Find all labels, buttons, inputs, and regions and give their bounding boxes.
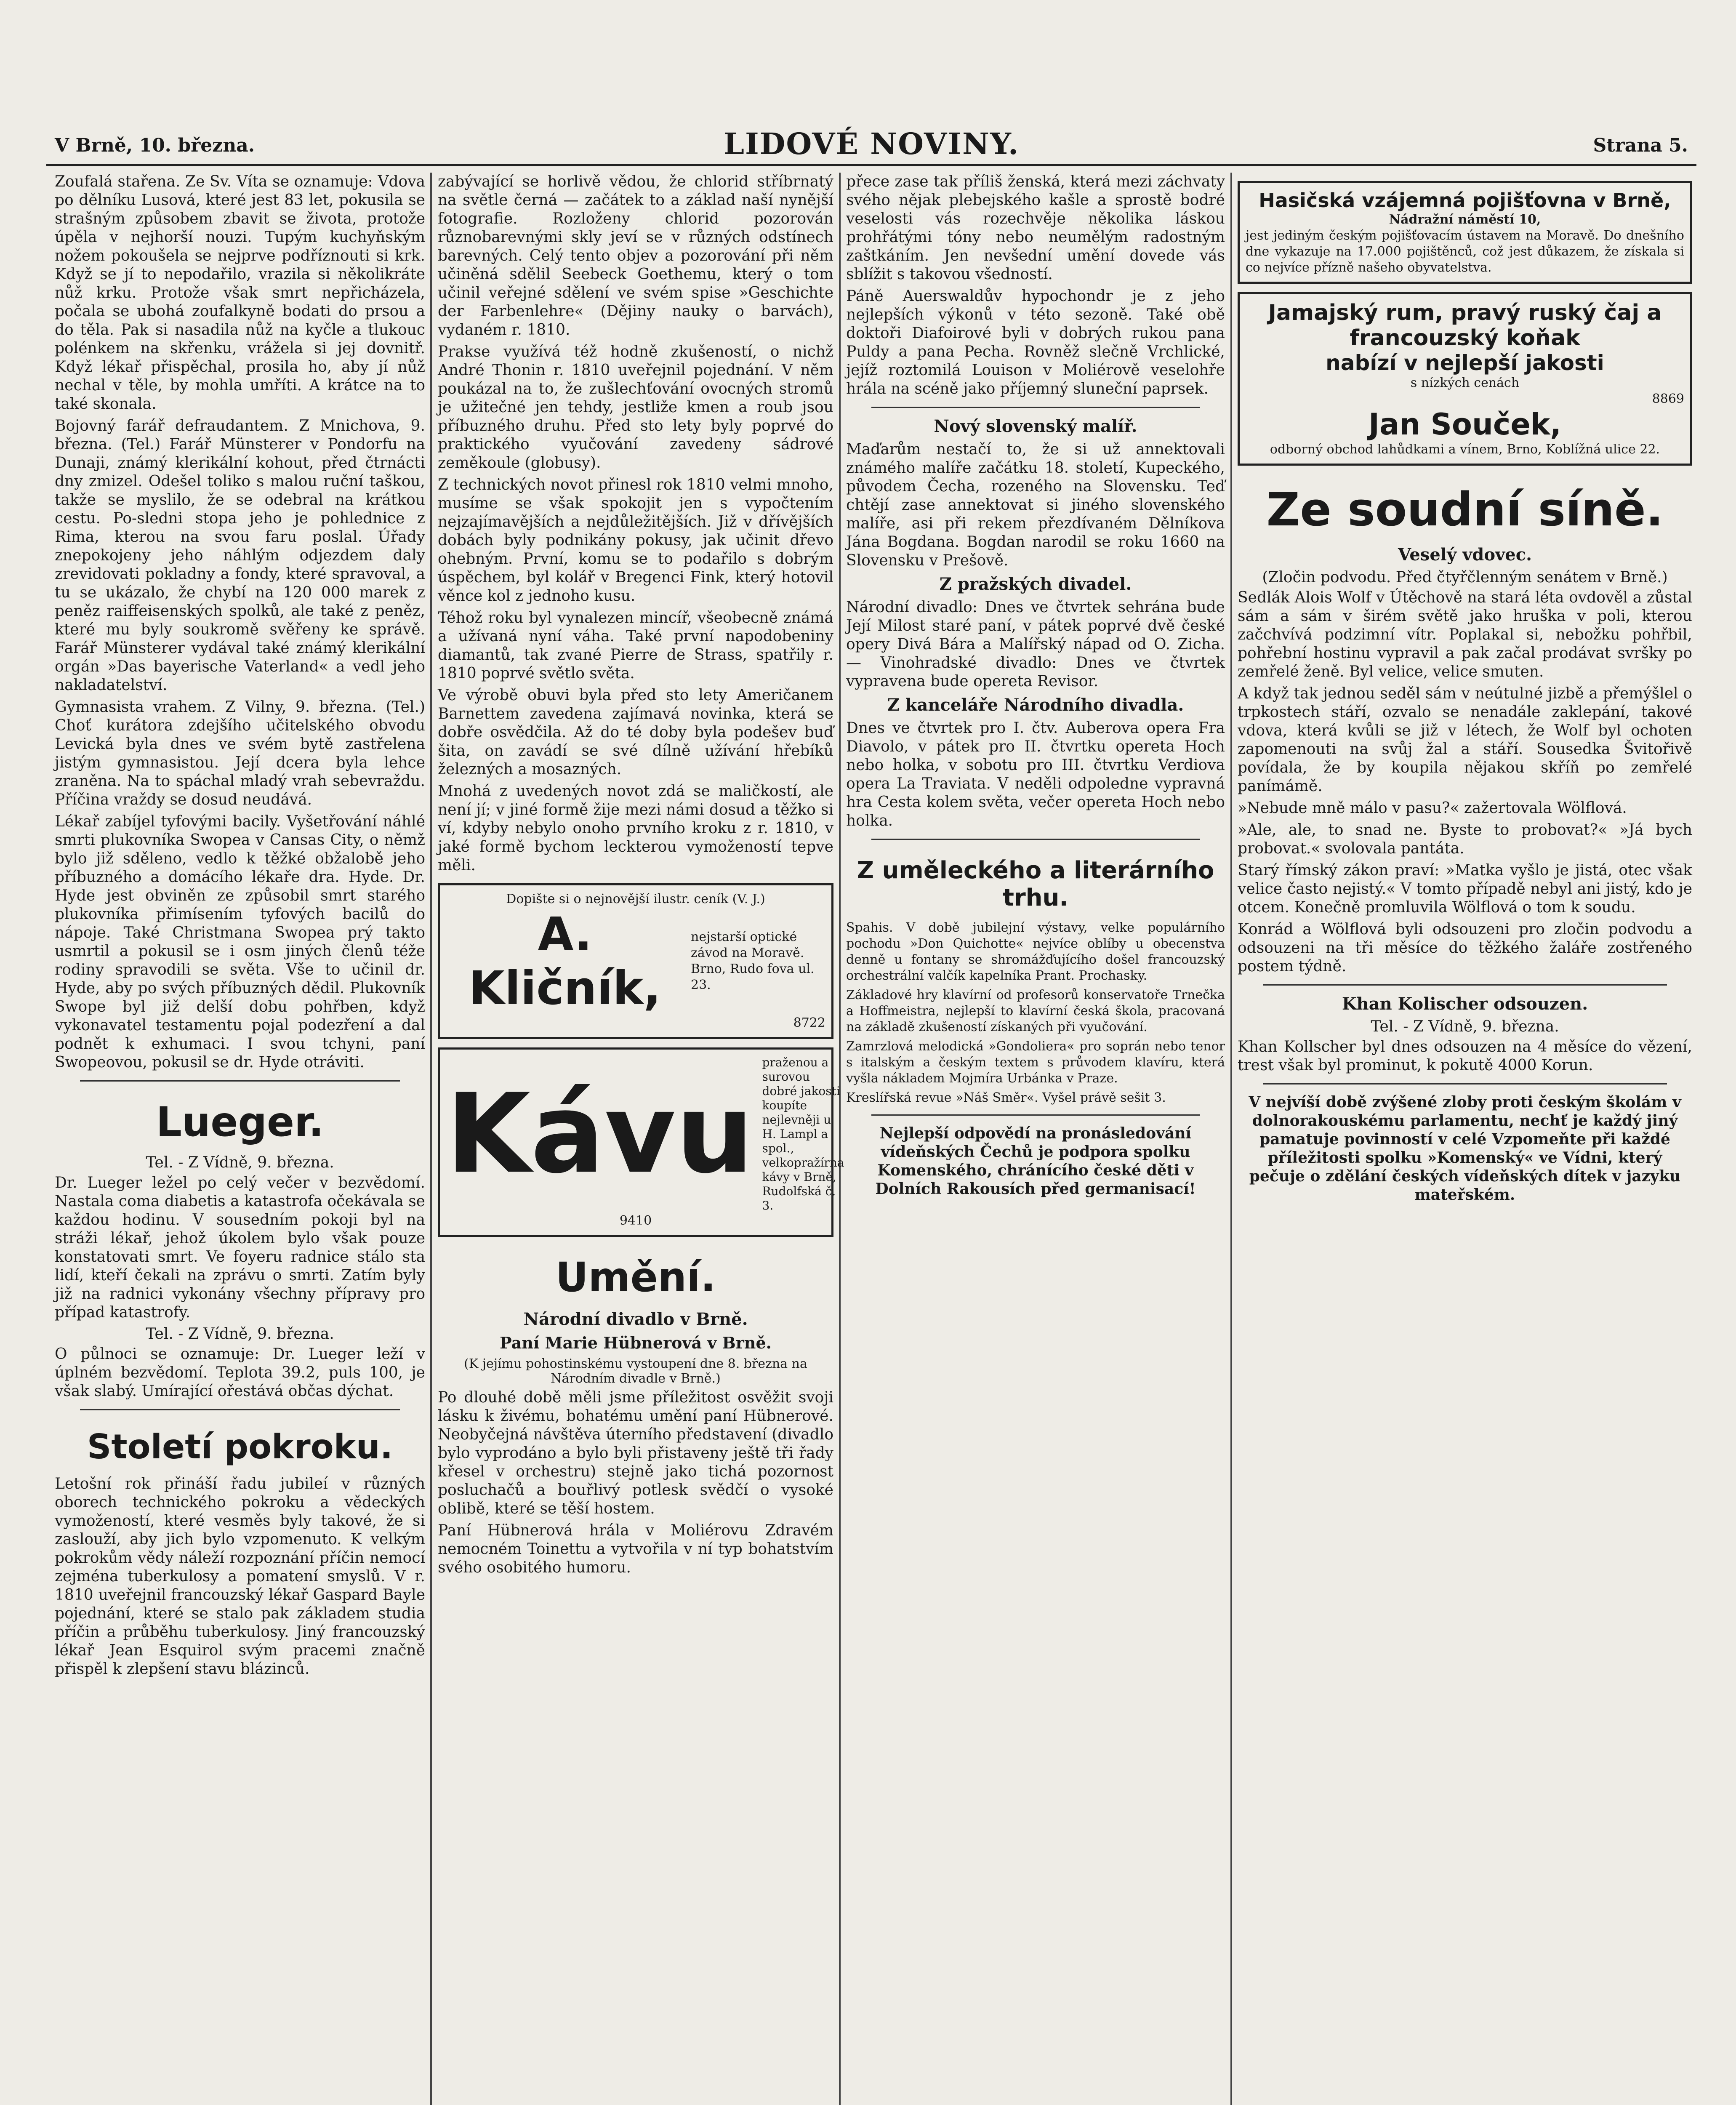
prazska-divadla-heading: Z pražských divadel.: [939, 574, 1132, 594]
kolischer-heading: Khan Kolischer odsouzen.: [1342, 994, 1588, 1014]
divider: [1263, 1083, 1667, 1084]
divider: [1263, 984, 1667, 986]
stoleti-continued-6: Mnohá z uvedených novot zdá se maličkostí, ale není jí; v jiné formě žije mezi námi dosud a těžko si ví, kdyby nebylo onoho prvního kroku z r. 1810, v jaké formě bychom leckterou vymožeností tepve měli.: [438, 783, 833, 874]
umeni-note: (K jejímu pohostinskému vystoupení dne 8. března na Národním divadle v Brně.): [464, 1356, 807, 1386]
umeni-subheading: Národní divadlo v Brně.: [523, 1309, 748, 1329]
column-3: [846, 173, 1225, 2105]
umeni-paragraph-1: Po dlouhé době měli jsme příležitost osvěžit svoji lásku k živému, bohatému umění paní Hübnerové. Neobyčejná návštěva úterního představení (divadlo bylo vyprodáno a bylo byli přistaveny ještě tři řady křesel v orchestru) stejně jako tichá pozornost posluchačů a bouřlivý potlesk svědčí o vysoké oblibě, které se těší hostem.: [438, 1389, 833, 1517]
advertisement-klicnik: [438, 883, 833, 1039]
prazska-divadla-paragraph: Národní divadlo: Dnes ve čtvrtek sehrána bude Její Milost staré paní, v pátek poprvé dvě české opery Divá Bára a Malířský nápad od O. Zicha. — Vinohradské divadlo: Dnes ve čtvrtek vypravena bude opereta Revisor.: [846, 599, 1225, 690]
ad-rum-price: s nízkých cenách: [1410, 376, 1520, 390]
stoleti-continued-4: Téhož roku byl vynalezen mincíř, všeobecně známá a užívaná nyní váha. Také první napodobeniny diamantů, tak zvané Pierre de Strass, spatřily r. 1810 poprvé světlo světa.: [438, 609, 833, 682]
ad-klicnik-name: A. Kličník,: [469, 907, 661, 1015]
lueger-paragraph-1: Dr. Lueger ležel po celý večer v bezvědomí. Nastala coma diabetis a katastrofa očekávala se každou hodinu. V sousedním pokoji byl na stráži lékař, jehož úkolem bylo však pouze konstatovati smrt. Ve foyeru radnice stálo sta lidí, kteří čekali na zprávu o smrti. Zatím byly již na radnici vykonány všechny přípravy pro případ katastrofy.: [55, 1174, 425, 1321]
article-zoufala-starena: Zoufalá stařena. Ze Sv. Víta se oznamuje: Vdova po dělníku Lusová, které jest 83 let, pokusila se strašným způsobem zbavit se života, protože úpěla v nejhorší nouzi. Tupým kuchyňským nožem pokoušela se nejprve podříznouti si krk. Když se jí to nepodařilo, vrazila si několikráte nůž krku. Protože však smrt nepřicházela, počala se ubohá zoufalkyně bodati do prsou a do těla. Pak si nasadila nůž na kyčle a tlukouc polénkem na skřenku, vrážela si jej dovnitř. Když lékař přispěchal, prosila ho, aby jí nůž nechal v těle, by mohla umříti. A krátce na to také skonala.: [55, 173, 425, 413]
umelecky-trh-paragraph-1: Spahis. V době jubilejní výstavy, velke populárního pochodu »Don Quichotte« nejvíce oblíby u obecenstva denně u fontany se shromážďujícího došel francouzský orchestrální valčík kapelníka Prant. Prochasky.: [846, 920, 1225, 983]
page-number: Strana 5.: [1593, 135, 1688, 156]
ad-kavu-word: Kávu: [446, 1071, 754, 1198]
ad-rum-address: odborný obchod lahůdkami a vínem, Brno, Koblížná ulice 22.: [1270, 442, 1660, 457]
column-1: [55, 173, 425, 2105]
ad-pojistovna-text: jest jediným českým pojišťovacím ústavem na Moravě. Do dnešního dne vykazuje na 17.000 pojištěnců, což jest důkazem, že získala si co nejvíce přízně našeho obyvatelstva.: [1246, 228, 1684, 275]
divider: [80, 1080, 400, 1082]
kancelar-paragraph: Dnes ve čtvrtek pro I. čtv. Auberova opera Fra Diavolo, v pátek pro II. čtvrtku opereta Hoch nebo holka, v sobotu pro III. čtvrtku Verdiova opera La Traviata. V neděli odpoledne vypravná hra Cesta kolem světa, večer opereta Hoch nebo holka.: [846, 719, 1225, 829]
divider: [871, 407, 1200, 408]
umelecky-trh-heading: Z uměleckého a literárního trhu.: [857, 857, 1214, 911]
issue-date: V Brně, 10. března.: [55, 135, 255, 156]
ad-pojistovna-title: Hasičská vzájemná pojišťovna v Brně,: [1259, 189, 1671, 212]
kancelar-heading: Z kanceláře Národního divadla.: [887, 695, 1184, 715]
advertisement-rum: [1238, 292, 1692, 466]
komensky-appeal: V nejvíší době zvýšené zloby proti českým školám v dolnorakouskému parlamentu, nechť je každý jiný pamatuje povinností v celé Vzpomeňte při každé příležitosti spolku »Komenský« ve Vídni, který pečuje o zdělání českých vídeňských dítek v jazyku mateřském.: [1249, 1093, 1681, 1204]
lueger-paragraph-2: O půlnoci se oznamuje: Dr. Lueger leží v úplném bezvědomí. Teplota 39.2, puls 100, je však slabý. Umírající ořestává občas dýchat.: [55, 1346, 425, 1400]
lueger-dateline-1: Tel. - Z Vídně, 9. března.: [146, 1154, 334, 1171]
divider: [871, 1114, 1200, 1116]
stoleti-continued-1: zabývající se horlivě vědou, že chlorid stříbrnatý na světle černá — začátek to a základ naší nynější fotografie. Rozloženy chlorid pozorován různobarevnými skly jeví se v různých odstínech barevných. Celý tento objev a pozorování při něm učiněná sdělil Seebeck Goethemu, který o tom učinil veřejné sdělení ve svém spise »Geschichte der Farbenlehre« (Dějiny nauky o barvách), vydaném r. 1810.: [438, 173, 833, 338]
ad-rum-number: 8869: [1652, 392, 1684, 406]
article-gymnasista: Gymnasista vrahem. Z Vilny, 9. března. (Tel.) Choť kurátora zdejšího učitelského obvodu Levická byla dnes ve svém bytě zastřelena jistým gymnasistou. Její dcera byla lehce zraněna. Na to spáchal mladý vrah sebevraždu. Příčina vraždy se dosud neudává.: [55, 698, 425, 808]
vdovec-paragraph-6: Konrád a Wölflová byli odsouzeni pro zločin podvodu a odsouzeni na tři měsíce do těžkého žaláře zostřeného postem týdně.: [1238, 921, 1692, 975]
stoleti-paragraph: Letošní rok přináší řadu jubileí v různých oborech technického pokroku a vědeckých vymožeností, které vesměs byly takové, že si zaslouží, aby jich bylo vzpomenuto. K velkým pokrokům vědy náleží rozpoznání příčin nemocí zejména tuberkulosy a pomatení smyslů. V r. 1810 uveřejnil francouzský lékař Gaspard Bayle pojednání, které se stalo pak základem studia příčin a průběhu tuberkulosy. Jiný francouzský lékař Jean Esquirol svým pracemi značně přispěl k zlepšení stavu blázinců.: [55, 1475, 425, 1678]
malir-paragraph: Maďarům nestačí to, že si už annektovali známého malíře začátku 18. století, Kupeckého, původem Čecha, rozeného na Slovensku. Teď chtějí zase annektovat si jiného slovenského malíře, asi při rekem přezdívaném Dělníkova Jána Bogdana. Bogdan narodil se roku 1660 na Slovensku v Prešově.: [846, 441, 1225, 569]
stoleti-heading: Století pokroku.: [87, 1427, 393, 1466]
kolischer-paragraph: Khan Kollscher byl dnes odsouzen na 4 měsíce do vězení, trest však byl prominut, k pokutě 4000 Korun.: [1238, 1038, 1692, 1074]
vdovec-paragraph-1: Sedlák Alois Wolf v Útěchově na stará léta ovdověl a zůstal sám a sám v širém světě jako hruška v poli, kterou začchvívá podzimní vítr. Poplakal si, nebožku pohřbil, pohřební hostinu vypravil a pak začal prodávat svršky po zemřelé ženě. Byl velice, velice smuten.: [1238, 589, 1692, 680]
umelecky-trh-paragraph-2: Základové hry klavírní od profesorů konservatoře Trnečka a Hoffmeistra, nejlepší to klavírní česká škola, pracovaná na základě zkušeností získaných při vyučování.: [846, 988, 1225, 1034]
ad-rum-title: Jamajský rum, pravý ruský čaj a francouzský koňak: [1268, 300, 1662, 351]
vdovec-paragraph-4: »Ale, ale, to snad ne. Byste to probovat?« »Já bych probovat.« svolovala pantáta.: [1238, 821, 1692, 857]
umeni-paragraph-2: Paní Hübnerová hrála v Moliérovu Zdravém nemocném Toinettu a vytvořila v ní typ bohatstvím svého osobitého humoru.: [438, 1522, 833, 1576]
ad-klicnik-number: 8722: [793, 1015, 825, 1030]
umeni-heading: Umění.: [555, 1254, 716, 1301]
stoleti-continued-2: Prakse využívá též hodně zkušeností, o nichž André Thonin r. 1810 uveřejnil pojednání. V něm poukázal na to, že zušlechťování ovocných stromů je užitečné jen tehdy, jestliže kmen a roub jsou příbuzného druhu. Před sto lety byly poprvé do praktického vyučování zavedeny sádrové zeměkoule (globusy).: [438, 343, 833, 472]
ad-kavu-number: 9410: [619, 1213, 652, 1228]
article-lekar: Lékař zabíjel tyfovými bacily. Vyšetřování náhlé smrti plukovníka Swopea v Cansas City, o němž bylo již sděleno, vedlo k těžké obžalobě jeho příbuzného a domácího lékaře dra. Hyde. Dr. Hyde jest obviněn ze způsobil smrt starého plukovníka přimísením tyfových bacilů do nápoje. Také Christmana Swopea prý takto usmrtil a pokusil se i osm jiných členů téže rodiny spravodili se světa. Vše to učinil dr. Hyde, aby po svých příbuzných dědil. Plukovník Swope byl již delší dobu pohřben, když vykonavatel testamentu pojal podezření a dal podnět k exhumaci. I svou tchyni, paní Swopeovou, pokusil se dr. Hyde otráviti.: [55, 813, 425, 1071]
vdovec-paragraph-3: »Nebude mně málo v pasu?« zažertovala Wölflová.: [1238, 799, 1627, 817]
ad-kavu-text: praženou a surovou dobré jakosti koupíte nejlevněji u H. Lampl a spol., velkopražírna kávy v Brně, Rudolfská č. 3.: [762, 1055, 844, 1212]
ad-klicnik-top: Dopište si o nejnovější ilustr. ceník (V. J.): [506, 892, 765, 906]
malir-heading: Nový slovenský malíř.: [934, 416, 1137, 436]
stoleti-continued-5: Ve výrobě obuvi byla před sto lety Američanem Barnettem zavedena zajímavá novinka, která se dobře osvědčila. Až do té doby byla podešev buď šita, on zavádí se své dílně užívání hřebíků železných a mosazných.: [438, 687, 833, 778]
divider: [871, 839, 1200, 840]
kolischer-dateline: Tel. - Z Vídně, 9. března.: [1371, 1018, 1559, 1035]
lueger-heading: Lueger.: [156, 1098, 324, 1146]
column-2: [438, 173, 844, 2105]
komensky-notice: Nejlepší odpovědí na pronásledování vídeňských Čechů je podpora spolku Komenského, chránícího české děti v Dolních Rakousích před germanisací!: [875, 1124, 1196, 1198]
stoleti-continued-3: Z technických novot přinesl rok 1810 velmi mnoho, musíme se však spokojit jen s vypočtením nejzajímavějších a nejdůležitějších. Již v dřívějších dobách byly podnikány pokusy, jak učinit dřevo ohebným. První, komu se to podařilo s dobrým úspěchem, byl kolář v Bregenci Fink, který hotovil věnce kol z jednoho kusu.: [438, 476, 833, 605]
soudni-sin-heading: Ze soudní síně.: [1266, 482, 1664, 536]
umeni-continued-2: Páně Auerswaldův hypochondr je z jeho nejlepších výkonů v této sezoně. Také obě doktoři Diafoirové byli v dobrých rukou pana Puldy a pana Pecha. Rovněž slečně Vrchlické, jejíž roztomilá Louison v Moliérově veselohře hrála na scéně jako příjemný sluneční paprsek.: [846, 288, 1225, 397]
article-bojovny-farar: Bojovný farář defraudantem. Z Mnichova, 9. března. (Tel.) Farář Münsterer v Pondorfu na Dunaji, známý klerikální kohout, před čtrnácti dny zmizel. Odešel toliko s malou ruční taškou, takže se myslilo, že se odebral na krátkou cestu. Po-sledni stopa jeho je pohlednice z Rima, kterou na svou faru poslal. Úřady znepokojeny jeho náhlým odjezdem daly zrevidovati pokladny a fondy, které spravoval, a tu se ukázalo, že chybí na 120 000 marek z peněz raiffeisenských spolků, ale také z peněz, které mu byly soukromě svěřeny ke správě. Farář Münsterer vydával také známý klerikální orgán »Das bayerische Vaterland« a vedl jeho nakladatelství.: [55, 417, 425, 694]
advertisement-pojistovna: [1238, 181, 1692, 284]
newspaper-title: LIDOVÉ NOVINY.: [723, 126, 1020, 161]
ad-rum-text: nabízí v nejlepší jakosti: [1326, 351, 1604, 375]
column-4: [1238, 173, 1692, 2105]
advertisement-kavu: [438, 1047, 844, 1237]
ad-rum-name: Jan Souček,: [1369, 407, 1561, 442]
ad-pojistovna-address: Nádražní náměstí 10,: [1389, 212, 1541, 227]
divider: [80, 1409, 400, 1410]
umeni-continued-1: přece zase tak příliš ženská, která mezi záchvaty svého nějak plebejského kašle a sprostě bodré veselosti vás rozechvěje několika láskou prohřátými tóny nebo neumělým radostným zaštkáním. Jen nevšední umění dovede vás sblížit s takovou všedností.: [846, 173, 1225, 283]
vdovec-paragraph-5: Starý římský zákon praví: »Matka vyšlo je jistá, otec však velice často nejistý.« V tomto případě nebyl ani jistý, kdo je otcem. Konečně promluvila Wölflová o tom k soudu.: [1238, 862, 1692, 916]
vdovec-paragraph-2: A když tak jednou seděl sám v neútulné jizbě a přemýšlel o trpkostech stáří, ozvalo se nenadále zaklepání, takové vdova, která kvůli se již v létech, že Wolf byl ochoten zapomenouti na svůj žal a stáří. Sousedka Švitořivě povídala, že by koupila nějakou skříň po zemřelé panímámě.: [1238, 685, 1692, 795]
column-rule: [1230, 173, 1232, 2105]
umelecky-trh-paragraph-3: Zamrzlová melodická »Gondoliera« pro soprán nebo tenor s italským a českým textem s průvodem klavíru, která vyšla nákladem Mojmíra Urbánka v Praze.: [846, 1039, 1225, 1086]
lueger-dateline-2: Tel. - Z Vídně, 9. března.: [146, 1325, 334, 1343]
umeni-article-title: Paní Marie Hübnerová v Brně.: [500, 1333, 772, 1352]
vesely-vdovec-note: (Zločin podvodu. Před čtyřčlenným senátem v Brně.): [1262, 569, 1668, 586]
vesely-vdovec-heading: Veselý vdovec.: [1398, 545, 1532, 565]
column-rule: [430, 173, 432, 2105]
ad-klicnik-text: nejstarší optické závod na Moravě. Brno, Rudo fova ul. 23.: [691, 930, 815, 992]
newspaper-header: [46, 126, 1696, 166]
umelecky-trh-paragraph-4: Kreslířská revue »Náš Směr«. Vyšel právě sešit 3.: [846, 1090, 1166, 1105]
